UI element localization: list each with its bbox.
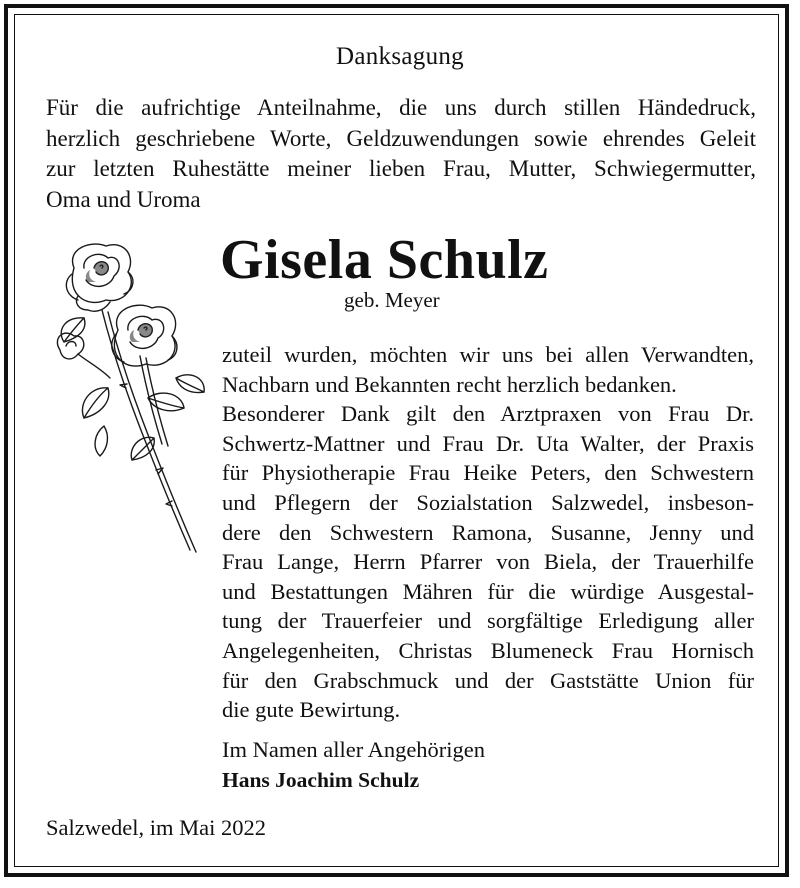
notice-heading: Danksagung bbox=[336, 43, 464, 70]
body-line: für Physiotherapie Frau Heike Peters, den Schwestern bbox=[222, 460, 754, 486]
place-date: Salzwedel, im Mai 2022 bbox=[46, 815, 266, 840]
body-line: für den Grabschmuck und der Gaststätte Union für bbox=[222, 667, 754, 693]
body-line: die gute Bewirtung. bbox=[222, 697, 401, 723]
deceased-name: Gisela Schulz bbox=[220, 229, 549, 291]
body-line: Frau Lange, Herrn Pfarrer von Biela, der Trauerhilfe bbox=[222, 549, 754, 575]
body-line: tung der Trauerfeier und sorgfältige Erledigung aller bbox=[222, 608, 754, 634]
intro-line: Oma und Uroma bbox=[46, 186, 201, 212]
body-line: zuteil wurden, möchten wir uns bei allen Verwandten, bbox=[222, 342, 754, 367]
body-line: Angelegenheiten, Christas Blumeneck Frau Hornisch bbox=[222, 637, 754, 663]
signature-intro: Im Namen aller Angehörigen bbox=[222, 737, 486, 762]
body-line: Besonderer Dank gilt den Arztpraxen von Frau Dr. bbox=[222, 401, 754, 427]
roses-illustration-icon bbox=[44, 238, 212, 556]
body-line: und Pflegern der Sozialstation Salzwedel, insbeson- bbox=[222, 489, 754, 515]
body-line: Nachbarn und Bekannten recht herzlich bedanken. bbox=[222, 371, 677, 397]
thanks-paragraph bbox=[222, 340, 754, 725]
signature-name: Hans Joachim Schulz bbox=[222, 768, 420, 792]
body-line: Schwertz-Mattner und Frau Dr. Uta Walter, der Praxis bbox=[222, 430, 754, 456]
intro-paragraph bbox=[46, 93, 756, 215]
intro-line: zur letzten Ruhestätte meiner lieben Frau, Mutter, Schwiegermutter, bbox=[46, 156, 756, 181]
body-line: dere den Schwestern Ramona, Susanne, Jenny und bbox=[222, 519, 754, 545]
maiden-name: geb. Meyer bbox=[344, 288, 440, 312]
intro-line: Für die aufrichtige Anteilnahme, die uns durch stillen Händedruck, bbox=[46, 95, 756, 120]
intro-line: herzlich geschriebene Worte, Geldzuwendungen sowie ehrendes Geleit bbox=[46, 125, 756, 151]
body-line: und Bestattungen Mähren für die würdige Ausgestal- bbox=[222, 578, 754, 604]
